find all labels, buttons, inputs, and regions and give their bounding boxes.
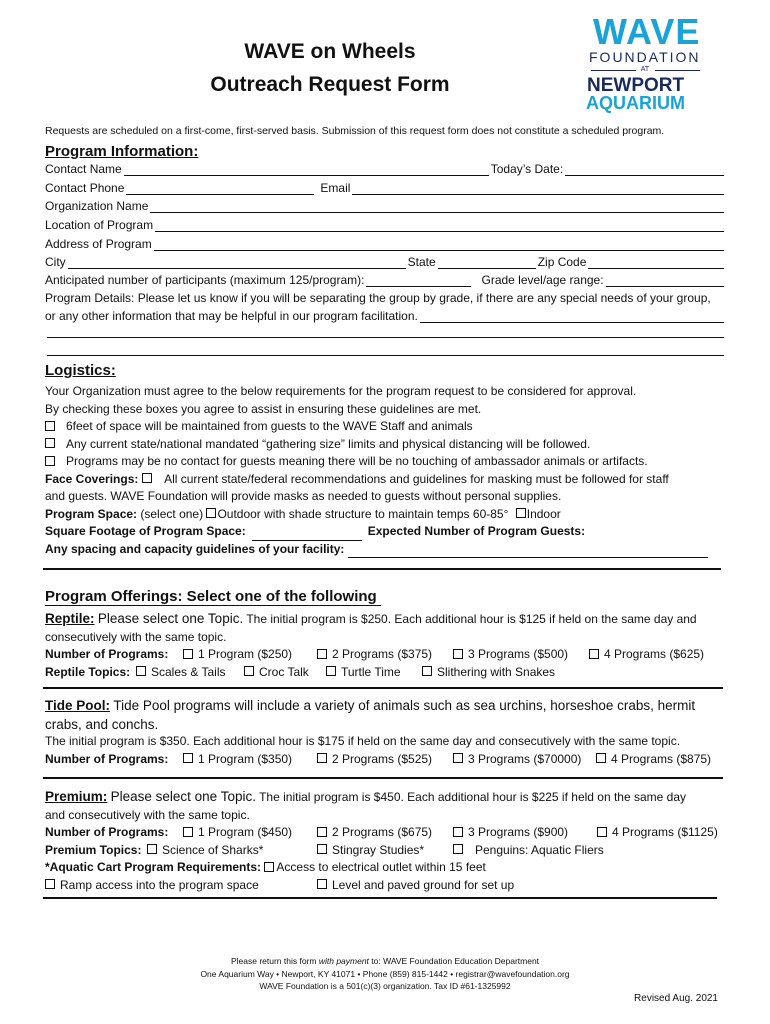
grade-field[interactable] <box>606 274 724 287</box>
details-row3 <box>45 326 726 338</box>
tidepool-option-3-label: 3 Programs ($70000) <box>468 751 582 766</box>
sqft-row <box>45 523 586 541</box>
participants-row <box>45 273 726 287</box>
space-outdoor: Outdoor with shade structure to maintain temps 60-85° <box>217 506 509 521</box>
premium-desc2: and consecutively with the same topic. <box>45 807 250 822</box>
reptile-num-label: Number of Programs: <box>45 647 169 661</box>
tidepool-option-1[interactable] <box>183 751 317 769</box>
premium-option-3-label: 3 Programs ($900) <box>468 825 569 839</box>
reptile-option-1-checkbox[interactable] <box>183 649 193 659</box>
reptile-topic-2-checkbox[interactable] <box>244 666 254 676</box>
check-3-label: Programs may be no contact for guests meaning there will be no touching of ambassador animals or artifacts. <box>66 454 648 468</box>
footer-line1-em: with payment <box>318 956 369 966</box>
cart-label: *Aquatic Cart Program Requirements: <box>45 860 262 874</box>
tidepool-option-2[interactable] <box>317 751 453 769</box>
form-title-line2: Outreach Request Form <box>210 73 450 96</box>
location-row <box>45 218 726 232</box>
reptile-topic-2[interactable] <box>244 664 326 682</box>
checkbox-outdoor[interactable] <box>206 508 216 518</box>
premium-option-3-checkbox[interactable] <box>453 827 463 837</box>
sqft-label: Square Footage of Program Space: <box>45 524 246 538</box>
logistics-heading: Logistics: <box>45 362 116 379</box>
reptile-option-1-label: 1 Program ($250) <box>198 647 293 661</box>
intro-text: Requests are scheduled on a first-come, first-served basis. Submission of this request form does not constitute a scheduled program. <box>45 125 665 137</box>
checkbox-no-contact[interactable] <box>45 456 55 466</box>
tidepool-option-2-label: 2 Programs ($525) <box>332 751 433 766</box>
premium-option-2[interactable] <box>317 824 453 842</box>
reptile-topic-1[interactable] <box>136 664 244 682</box>
premium-topics-row <box>45 842 735 860</box>
reptile-desc: The initial program is $250. Each additional hour is $125 if held on the same day and <box>243 612 697 626</box>
spacing-label: Any spacing and capacity guidelines of your facility: <box>45 541 345 556</box>
reptile-topics-row <box>45 664 735 682</box>
tidepool-num-label: Number of Programs: <box>45 751 169 766</box>
reptile-option-2-label: 2 Programs ($375) <box>332 647 433 661</box>
check-2-label: Any current state/national mandated “gathering size” limits and physical distancing will be followed. <box>66 436 591 451</box>
details-line1: Program Details: Please let us know if you will be separating the group by grade, if there are any special needs of your group, <box>45 291 711 305</box>
todays-date-label: Today’s Date: <box>490 162 564 176</box>
org-name-field[interactable] <box>150 200 724 213</box>
premium-desc-row <box>45 788 735 807</box>
reptile-section <box>45 610 735 681</box>
spacing-row <box>45 541 710 559</box>
cart-level-checkbox[interactable] <box>317 879 327 889</box>
checkbox-gathering[interactable] <box>45 438 55 448</box>
checkbox-space[interactable] <box>45 421 55 431</box>
reptile-topic-4-checkbox[interactable] <box>422 666 432 676</box>
guests-label: Expected Number of Program Guests: <box>367 524 586 538</box>
revised-date: Revised Aug. 2021 <box>634 993 718 1004</box>
logo-rule-left <box>591 70 636 71</box>
premium-topic-2[interactable] <box>317 842 453 860</box>
form-title-line1: WAVE on Wheels <box>244 40 416 63</box>
reptile-options-row <box>45 646 735 664</box>
footer-line1-pre: Please return this form <box>230 956 319 966</box>
checkbox-indoor[interactable] <box>516 508 526 518</box>
premium-option-4-label: 4 Programs ($1125) <box>612 825 718 839</box>
reptile-divider <box>43 687 723 689</box>
cart-electrical-checkbox[interactable] <box>264 862 274 872</box>
org-name-label: Organization Name <box>45 199 149 213</box>
sqft-field[interactable] <box>252 528 362 541</box>
email-field[interactable] <box>352 182 724 195</box>
footer <box>120 955 650 993</box>
premium-option-1[interactable] <box>183 824 317 842</box>
premium-option-3[interactable] <box>453 824 597 842</box>
premium-name: Premium: <box>45 789 108 804</box>
reptile-option-3[interactable] <box>453 646 589 664</box>
city-field[interactable] <box>68 256 406 269</box>
premium-topic-1[interactable] <box>147 842 317 860</box>
reptile-topics-label: Reptile Topics: <box>45 664 131 679</box>
premium-desc-big: Please select one Topic. <box>110 789 256 804</box>
premium-option-4-checkbox[interactable] <box>597 827 607 837</box>
premium-topic-2-label: Stingray Studies* <box>332 842 425 857</box>
premium-option-1-label: 1 Program ($450) <box>198 825 293 839</box>
tidepool-option-3[interactable] <box>453 751 596 769</box>
reptile-topic-3[interactable] <box>326 664 422 682</box>
tidepool-option-2-checkbox[interactable] <box>317 753 327 763</box>
reptile-topic-3-label: Turtle Time <box>341 664 401 679</box>
reptile-name: Reptile: <box>45 611 95 626</box>
premium-section <box>45 788 735 894</box>
reptile-option-3-label: 3 Programs ($500) <box>468 647 569 661</box>
tidepool-option-1-checkbox[interactable] <box>183 753 193 763</box>
participants-field[interactable] <box>366 274 471 287</box>
details-field-2[interactable] <box>47 325 724 338</box>
contact-phone-field[interactable] <box>126 182 314 195</box>
premium-num-label: Number of Programs: <box>45 825 169 839</box>
city-label: City <box>45 255 66 269</box>
details-row2 <box>45 309 726 323</box>
reptile-topic-2-label: Croc Talk <box>259 664 309 679</box>
check-row-2 <box>45 436 735 454</box>
reptile-option-4[interactable] <box>589 646 704 664</box>
tidepool-name: Tide Pool: <box>45 698 111 713</box>
spacing-field[interactable] <box>348 545 708 558</box>
logo-wave: WAVE <box>593 11 701 52</box>
logistics-p2: By checking these boxes you agree to assist in ensuring these guidelines are met. <box>45 401 482 416</box>
cart-electrical-label: Access to electrical outlet within 15 feet <box>276 860 486 874</box>
location-label: Location of Program <box>45 218 154 232</box>
footer-line1-post: to: WAVE Foundation Education Department <box>368 956 540 966</box>
space-label: Program Space: <box>45 506 138 521</box>
premium-topic-3-label: Penguins: Aquatic Fliers <box>475 842 604 857</box>
wave-foundation-logo <box>583 11 715 114</box>
cart-level-label: Level and paved ground for set up <box>332 877 515 892</box>
logo-aquarium: AQUARIUM <box>586 93 685 113</box>
tidepool-option-4-checkbox[interactable] <box>596 753 606 763</box>
checkbox-face[interactable] <box>142 473 152 483</box>
footer-line1 <box>120 955 650 968</box>
face-label: Face Coverings: <box>45 471 139 486</box>
face-row <box>45 471 735 489</box>
zip-field[interactable] <box>588 256 724 269</box>
logistics-p1: Your Organization must agree to the below requirements for the program request to be considered for approval. <box>45 384 637 398</box>
city-row <box>45 255 726 269</box>
tidepool-option-4[interactable] <box>596 751 711 769</box>
premium-topic-3[interactable] <box>453 842 604 860</box>
space-row <box>45 506 735 524</box>
tidepool-desc-big2: crabs, and conchs. <box>45 716 159 732</box>
details-line2: or any other information that may be helpful in our program facilitation. <box>45 309 418 323</box>
org-row <box>45 199 726 213</box>
tidepool-section <box>45 697 735 768</box>
tidepool-option-1-label: 1 Program ($350) <box>198 751 293 766</box>
check-row-3 <box>45 453 735 471</box>
premium-topic-1-checkbox[interactable] <box>147 844 157 854</box>
tidepool-options-row <box>45 751 735 769</box>
premium-divider <box>43 897 717 899</box>
logistics-body <box>45 383 735 558</box>
address-label: Address of Program <box>45 237 152 251</box>
premium-topic-1-label: Science of Sharks* <box>162 842 264 857</box>
reptile-option-4-label: 4 Programs ($625) <box>604 647 705 661</box>
space-indoor: Indoor <box>526 506 561 521</box>
logo-rule-right <box>655 70 700 71</box>
reptile-desc-big: Please select one Topic. <box>97 611 244 626</box>
grade-label: Grade level/age range: <box>481 273 604 287</box>
contact-phone-label: Contact Phone <box>45 181 125 195</box>
cart-level[interactable] <box>317 877 514 895</box>
tidepool-divider <box>43 777 723 779</box>
face-text2: and guests. WAVE Foundation will provide masks as needed to guests without personal supplies. <box>45 489 562 503</box>
premium-option-4[interactable] <box>597 824 718 842</box>
reptile-topic-4-label: Slithering with Snakes <box>437 664 556 679</box>
tidepool-option-4-label: 4 Programs ($875) <box>611 751 712 766</box>
cart-ramp-checkbox[interactable] <box>45 879 55 889</box>
todays-date-field[interactable] <box>565 163 724 176</box>
reptile-topic-1-label: Scales & Tails <box>151 664 226 679</box>
state-field[interactable] <box>438 256 536 269</box>
cart-row-1 <box>45 859 735 877</box>
details-row4 <box>45 344 726 356</box>
logo-foundation: FOUNDATION <box>589 49 701 65</box>
contact-name-label: Contact Name <box>45 162 122 176</box>
tidepool-desc-big: Tide Pool programs will include a variety of animals such as sea urchins, horseshoe crabs, hermit <box>113 698 696 713</box>
premium-option-2-label: 2 Programs ($675) <box>332 825 433 839</box>
address-field[interactable] <box>154 238 724 251</box>
reptile-desc-row <box>45 610 735 629</box>
reptile-option-3-checkbox[interactable] <box>453 649 463 659</box>
check-row-1 <box>45 418 735 436</box>
tidepool-desc: The initial program is $350. Each additional hour is $175 if held on the same day and consecutively with the same topic. <box>45 734 681 748</box>
program-info-heading: Program Information: <box>45 143 199 160</box>
cart-row-2 <box>45 877 735 895</box>
premium-option-2-checkbox[interactable] <box>317 827 327 837</box>
contact-row <box>45 162 726 176</box>
premium-topics-label: Premium Topics: <box>45 842 142 857</box>
phone-row <box>45 181 726 195</box>
participants-label: Anticipated number of participants (maximum 125/program): <box>45 273 365 287</box>
details-field-1[interactable] <box>420 310 724 323</box>
check-1-label: 6feet of space will be maintained from guests to the WAVE Staff and animals <box>66 419 473 433</box>
offerings-heading: Program Offerings: Select one of the following <box>45 588 377 605</box>
cart-ramp[interactable] <box>45 877 317 895</box>
cart-ramp-label: Ramp access into the program space <box>60 877 259 892</box>
details-field-3[interactable] <box>47 343 724 356</box>
reptile-option-4-checkbox[interactable] <box>589 649 599 659</box>
premium-topic-3-checkbox[interactable] <box>453 844 463 854</box>
footer-line3: WAVE Foundation is a 501(c)(3) organization. Tax ID #61-1325992 <box>259 981 511 991</box>
reptile-topic-1-checkbox[interactable] <box>136 666 146 676</box>
address-row <box>45 237 726 251</box>
reptile-option-2[interactable] <box>317 646 453 664</box>
state-label: State <box>407 255 436 269</box>
premium-topic-2-checkbox[interactable] <box>317 844 327 854</box>
email-label: Email <box>320 181 351 195</box>
reptile-option-1[interactable] <box>183 646 317 664</box>
premium-option-1-checkbox[interactable] <box>183 827 193 837</box>
premium-options-row <box>45 824 735 842</box>
reptile-topic-3-checkbox[interactable] <box>326 666 336 676</box>
premium-desc: The initial program is $450. Each additional hour is $225 if held on the same day <box>255 790 687 804</box>
reptile-topic-4[interactable] <box>422 664 555 682</box>
offerings-heading-underline <box>45 605 381 606</box>
tidepool-option-3-checkbox[interactable] <box>453 753 463 763</box>
contact-name-field[interactable] <box>124 163 489 176</box>
space-select: (select one) <box>140 506 204 521</box>
logistics-divider <box>43 568 721 570</box>
location-field[interactable] <box>155 219 724 232</box>
logo-at: AT <box>640 66 650 73</box>
reptile-desc2: consecutively with the same topic. <box>45 629 227 644</box>
footer-line2: One Aquarium Way • Newport, KY 41071 • Phone (859) 815-1442 • registrar@wavefoundation.org <box>200 968 570 979</box>
face-text: All current state/federal recommendations and guidelines for masking must be followed for staff <box>164 471 669 486</box>
tidepool-desc-row <box>45 697 735 716</box>
logo-newport: NEWPORT <box>587 75 685 96</box>
zip-label: Zip Code <box>537 255 587 269</box>
reptile-option-2-checkbox[interactable] <box>317 649 327 659</box>
